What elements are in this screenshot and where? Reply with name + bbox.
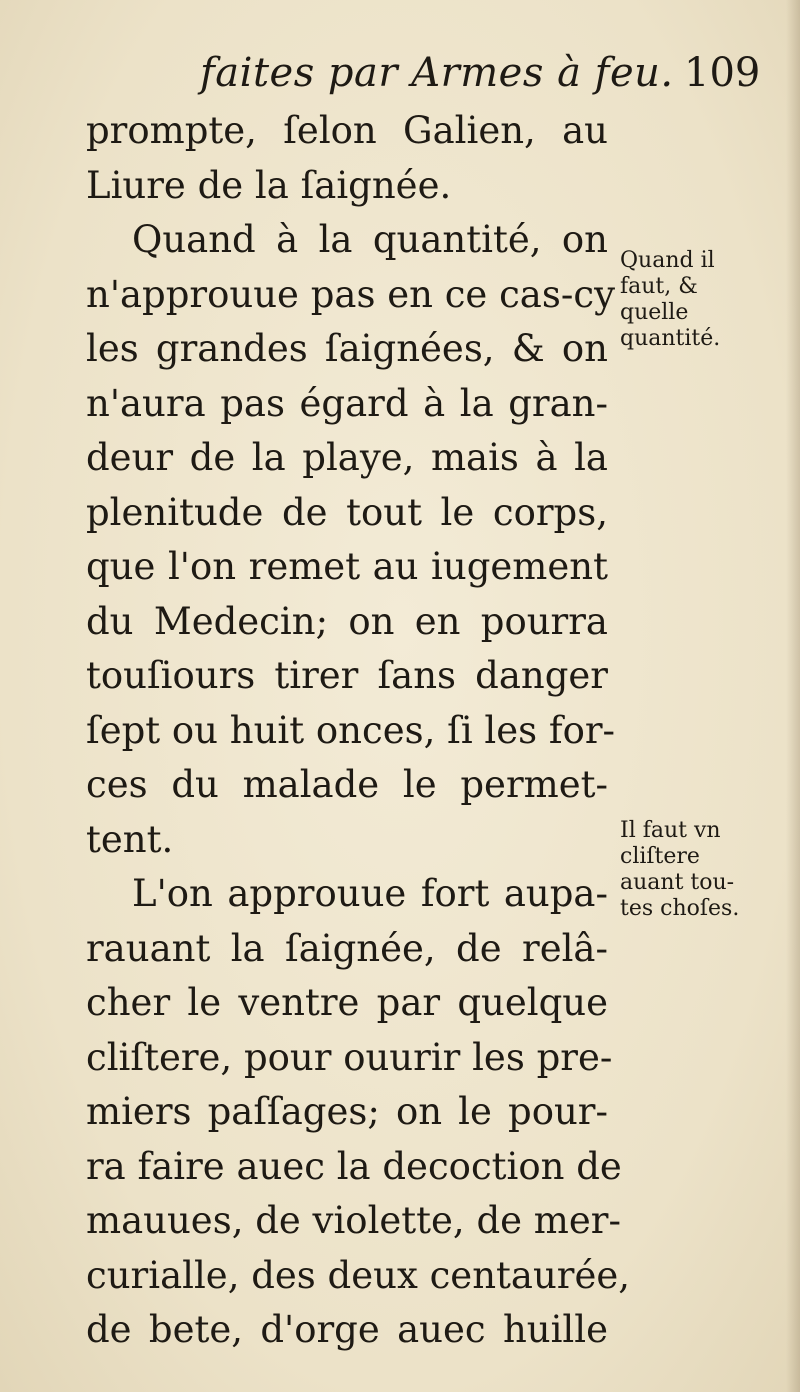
text-line: n'aura pas égard à la gran- [86,381,608,425]
margin-note [620,818,766,922]
margin-note-line: auant tou- [620,870,735,895]
text-line: touſiours tirer ſans danger [86,654,608,697]
text-line: ces du malade le permet- [86,763,608,806]
page-number: 109 [684,50,761,96]
margin-note [620,248,766,352]
text-line: curialle, des deux centaurée, [86,1253,631,1297]
text-line: deur de la playe, mais à la [86,436,608,479]
text-line: de bete, d'orge auec huille [86,1308,608,1351]
text-line: L'on approuue fort aupa- [132,872,608,915]
text-line: ra faire auec la decoction de [86,1144,622,1188]
page-header [0,48,800,98]
margin-note-line: Quand il [620,248,715,273]
text-line: ſept ou huit onces, ſi les for- [86,708,616,752]
margin-note-line: quelle [620,300,689,325]
text-line: Liure de la ſaignée. [86,163,452,207]
text-line: Quand à la quantité, on [132,218,608,261]
page-edge-shadow [786,0,800,1392]
body-text [86,104,631,1358]
running-title: faites par Armes à feu. [200,50,674,96]
margin-note-line: cliſtere [620,844,700,869]
text-line: cliſtere, pour ouurir les pre- [86,1035,613,1079]
text-line: que l'on remet au iugement [86,545,608,588]
margin-note-line: faut, & [620,274,698,299]
margin-note-line: Il faut vn [620,818,721,843]
text-line: du Medecin; on en pourra [86,599,608,643]
text-line: plenitude de tout le corps, [86,490,608,534]
margin-note-line: tes choſes. [620,896,740,921]
text-line: rauant la ſaignée, de relâ- [86,926,608,970]
text-line: mauues, de violette, de mer- [86,1199,621,1242]
text-line: miers paſſages; on le pour- [86,1090,608,1133]
text-line: les grandes ſaignées, & on [86,327,608,370]
text-line: prompte, ſelon Galien, au [86,109,608,152]
text-line: tent. [86,817,174,861]
text-line: n'approuue pas en ce cas-cy [86,272,615,316]
text-line: cher le ventre par quelque [86,981,608,1024]
margin-note-line: quantité. [620,326,721,351]
